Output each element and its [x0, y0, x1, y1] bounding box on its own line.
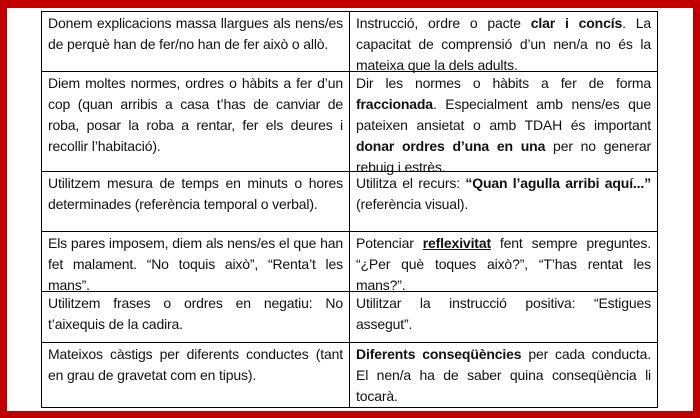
comparison-table: [41, 11, 658, 408]
text-segment: Els pares imposem, diem als nens/es el que han fet malament. “No toquis això”, “Renta’t les mans”.: [48, 235, 343, 293]
bold-text: donar ordres d’una en una: [356, 138, 546, 154]
table-row: [42, 71, 657, 175]
text-segment: Dir les normes o hàbits a fer de forma: [356, 75, 651, 91]
solution-cell: [350, 232, 657, 291]
text-segment: Utilitzem mesura de temps en minuts o hores determinades (referència temporal o verbal).: [48, 175, 343, 212]
text-segment: Instrucció, ordre o pacte: [356, 15, 531, 31]
solution-cell: [350, 343, 657, 407]
table-row: [42, 171, 657, 231]
table-row: [42, 291, 657, 342]
bold-text: Diferents conseqüències: [356, 346, 522, 362]
bold-text: fraccionada: [356, 96, 433, 112]
document-page: [7, 8, 693, 411]
text-segment: . Especialment amb nens/es que pateixen ansietat o amb TDAH és important: [356, 96, 651, 133]
text-segment: Donem explicacions massa llargues als nens/es de perquè han de fer/no han de fer això o allò.: [48, 15, 343, 52]
text-segment: Mateixos càstigs per diferents conductes (tant en grau de gravetat com en tipus).: [48, 346, 343, 383]
text-segment: Diem moltes normes, ordres o hàbits a fer d’un cop (quan arribis a casa t’has de canviar de roba, posar la roba a rentar, fer els deures i recollir l’habitació).: [48, 75, 343, 154]
text-segment: (referència visual).: [356, 196, 469, 212]
solution-cell: [350, 12, 657, 71]
text-segment: fent sempre preguntes. “¿Per què toques això?”, “T’has rentat les mans?”.: [356, 235, 651, 293]
solution-cell: [350, 72, 657, 175]
text-segment: Utilitzar la instrucció positiva: “Estigues assegut”.: [356, 295, 651, 332]
bold-text: “Quan l’agulla arribi aquí...”: [465, 175, 651, 191]
text-segment: Utilitzem frases o ordres en negatiu: No t’aixequis de la cadira.: [48, 295, 343, 332]
text-segment: Potenciar: [356, 235, 423, 251]
text-segment: . La capacitat de comprensió d’un nen/a no és la mateixa que la dels adults.: [356, 15, 651, 73]
table-row: [42, 11, 657, 71]
table-row: [42, 342, 657, 408]
problem-cell: [42, 172, 350, 231]
problem-cell: [42, 343, 350, 407]
problem-cell: [42, 232, 350, 291]
solution-cell: [350, 172, 657, 231]
bold-text: reflexivitat: [422, 235, 491, 251]
text-segment: per cada conducta. El nen/a ha de saber quina conseqüència li tocarà.: [356, 346, 652, 404]
problem-cell: [42, 12, 350, 71]
problem-cell: [42, 72, 350, 171]
bold-text: clar i concís: [530, 15, 623, 31]
solution-cell: [350, 292, 657, 342]
table-row: [42, 231, 657, 291]
problem-cell: [42, 292, 350, 342]
text-segment: per no generar rebuig i estrès.: [356, 138, 651, 175]
text-segment: Utilitza el recurs:: [356, 175, 466, 191]
